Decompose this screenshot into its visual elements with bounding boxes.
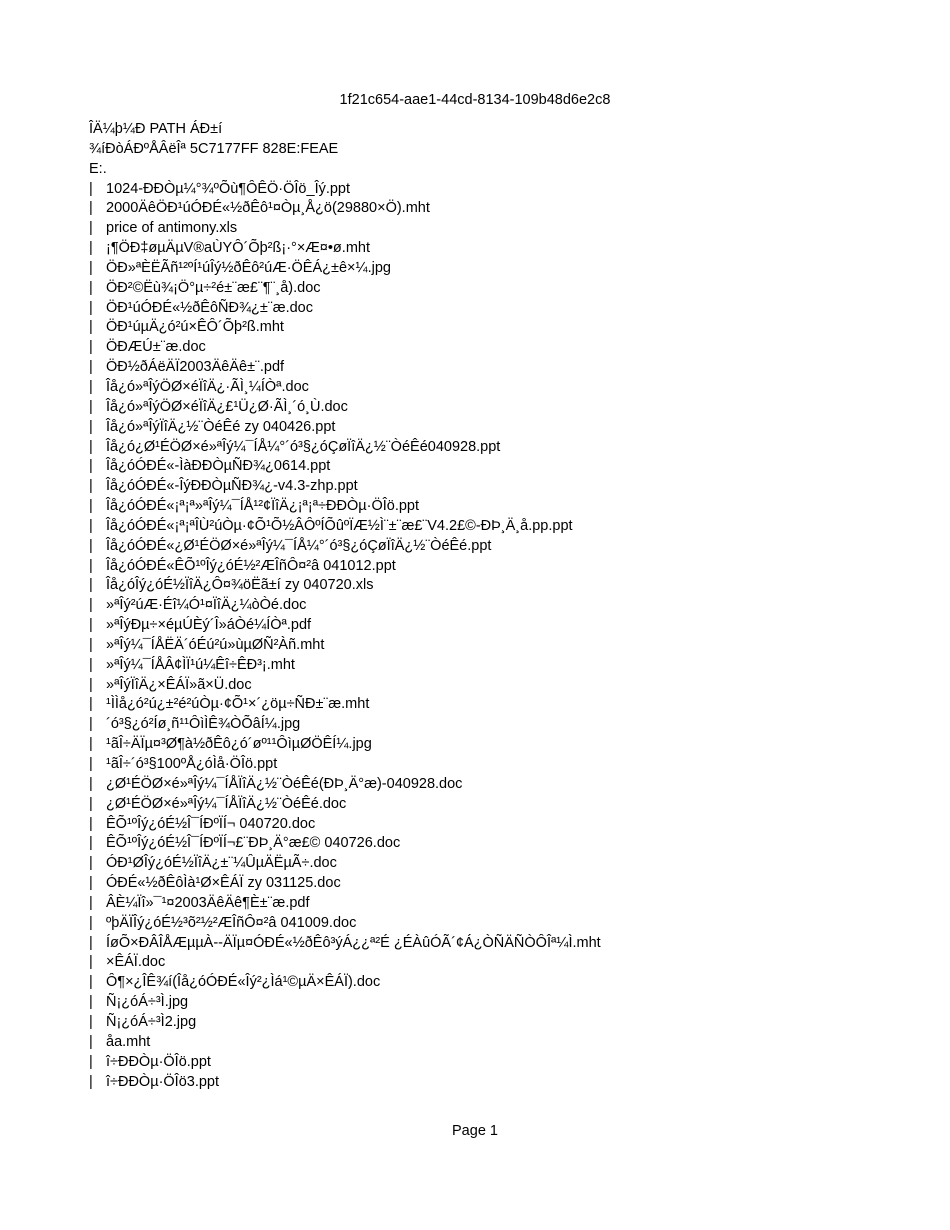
- file-name: Îå¿óÎý¿óÉ½ÏîÄ¿Ô¤¾öËã±í zy 040720.xls: [106, 577, 374, 594]
- tree-branch-glyph: |: [89, 636, 93, 653]
- file-name: ºþÄÏÎý¿óÉ½³õ²½²ÆÎñÔ¤²â 041009.doc: [106, 914, 357, 931]
- file-entry: [89, 199, 929, 219]
- file-name: ÊÕ¹ºÎý¿óÉ½Î¯ÍÐºÏÍ¬£¨ÐÞ¸Ä°æ£© 040726.doc: [106, 835, 401, 852]
- file-name: »ªÎýÐµ÷×éµÚÈý´Î»áÒé¼ÍÒª.pdf: [106, 617, 312, 634]
- tree-branch-glyph: |: [89, 914, 93, 931]
- file-name: Îå¿óÓÐÉ«¿Ø¹ÉÖØ×é»ªÎý¼¯ÍÅ¼°´ó³§¿óÇøÏîÄ¿½¨ÒéÊé.ppt: [106, 537, 492, 554]
- file-entry: [89, 1073, 929, 1093]
- tree-branch-glyph: |: [89, 835, 93, 852]
- file-entry: [89, 557, 929, 577]
- file-entry: [89, 378, 929, 398]
- tree-branch-glyph: |: [89, 1053, 93, 1070]
- file-name: ÍøÕ×ÐÂÎÅÆµµÀ--ÄÏµ¤ÓÐÉ«½ðÊô³ýÁ¿¿ª²É ¿ÉÀûÓÃ´¢Á¿ÒÑÄÑÒÔÎª¼Ì.mht: [106, 934, 601, 951]
- file-entry: [89, 180, 929, 200]
- file-list: [89, 180, 929, 1093]
- file-entry: [89, 576, 929, 596]
- file-name: Îå¿ó»ªÎýÖØ×éÏîÄ¿·ÃÌ¸¼ÍÒª.doc: [106, 378, 309, 395]
- tree-branch-glyph: |: [89, 815, 93, 832]
- file-entry: [89, 755, 929, 775]
- file-entry: [89, 1033, 929, 1053]
- tree-branch-glyph: |: [89, 319, 93, 336]
- file-name: Îå¿óÓÐÉ«-ÎýÐÐÒµÑÐ¾¿-v4.3-zhp.ppt: [106, 478, 358, 495]
- tree-branch-glyph: |: [89, 994, 93, 1011]
- file-entry: [89, 815, 929, 835]
- tree-branch-glyph: |: [89, 180, 93, 197]
- file-name: ÖÐ¹úµÄ¿ó²ú×ÊÔ´Õþ²ß.mht: [106, 319, 284, 336]
- file-name: 2000ÄêÖÐ¹úÓÐÉ«½ðÊô¹¤Òµ¸Å¿ö(29880×Ö).mht: [106, 200, 430, 217]
- file-name: Ñ¡¿óÁ÷³Ì.jpg: [106, 994, 189, 1011]
- file-name: Ñ¡¿óÁ÷³Ì2.jpg: [106, 1013, 197, 1030]
- directory-listing: [89, 120, 929, 1092]
- file-entry: [89, 834, 929, 854]
- file-name: åa.mht: [106, 1033, 151, 1050]
- file-entry: [89, 537, 929, 557]
- tree-branch-glyph: |: [89, 795, 93, 812]
- tree-branch-glyph: |: [89, 240, 93, 257]
- page-footer: [0, 1121, 950, 1141]
- file-name: ¿Ø¹ÉÖØ×é»ªÎý¼¯ÍÅÏîÄ¿½¨ÒéÊé(ÐÞ¸Ä°æ)-040928.doc: [106, 775, 463, 792]
- tree-branch-glyph: |: [89, 775, 93, 792]
- file-entry: [89, 497, 929, 517]
- tree-branch-glyph: |: [89, 517, 93, 534]
- file-entry: [89, 239, 929, 259]
- tree-branch-glyph: |: [89, 537, 93, 554]
- file-entry: [89, 854, 929, 874]
- file-entry: [89, 219, 929, 239]
- file-name: ÓÐ¹ØÎý¿óÉ½ÏîÄ¿±¨¼ÛµÄËµÃ÷.doc: [106, 855, 337, 872]
- tree-branch-glyph: |: [89, 855, 93, 872]
- tree-branch-glyph: |: [89, 954, 93, 971]
- tree-branch-glyph: |: [89, 597, 93, 614]
- tree-branch-glyph: |: [89, 974, 93, 991]
- file-entry: [89, 616, 929, 636]
- file-entry: [89, 1013, 929, 1033]
- file-name: î÷ÐÐÒµ·ÖÎö3.ppt: [106, 1073, 220, 1090]
- tree-branch-glyph: |: [89, 279, 93, 296]
- file-name: »ªÎý¼¯ÍÅÂ¢ÌÏ¹ú¼Êî÷ÊÐ³¡.mht: [106, 656, 295, 673]
- tree-branch-glyph: |: [89, 498, 93, 515]
- page-header: [0, 90, 950, 110]
- tree-branch-glyph: |: [89, 736, 93, 753]
- tree-branch-glyph: |: [89, 894, 93, 911]
- tree-branch-glyph: |: [89, 1073, 93, 1090]
- file-name: Ô¶×¿ÎÊ¾í(Îå¿óÓÐÉ«Îý²¿Ìá¹©µÄ×ÊÁÏ).doc: [106, 974, 381, 991]
- file-name: î÷ÐÐÒµ·ÖÎö.ppt: [106, 1053, 211, 1070]
- tree-branch-glyph: |: [89, 478, 93, 495]
- file-entry: [89, 874, 929, 894]
- file-name: »ªÎýÏîÄ¿×ÊÁÏ»ã×Ü.doc: [106, 676, 252, 693]
- file-name: Îå¿óÓÐÉ«-ÌàÐÐÒµÑÐ¾¿0614.ppt: [106, 458, 331, 475]
- tree-branch-glyph: |: [89, 617, 93, 634]
- tree-branch-glyph: |: [89, 220, 93, 237]
- file-name: ÖÐ»ªÈËÃñ¹²ºÍ¹úÎý½ðÊô²úÆ·ÖÊÁ¿±ê×¼.jpg: [106, 259, 391, 276]
- file-name: 1024-ÐÐÒµ¼°¾ºÕù¶ÔÊÖ·ÖÎö_Îý.ppt: [106, 180, 351, 197]
- file-name: »ªÎý¼¯ÍÅËÄ´óÉú²ú»ùµØÑ²Àñ.mht: [106, 636, 325, 653]
- tree-branch-glyph: |: [89, 378, 93, 395]
- file-name: ÖÐ²©Ëù¾¡Ö°µ÷²é±¨æ£¨¶¨¸å).doc: [106, 279, 321, 296]
- tree-branch-glyph: |: [89, 716, 93, 733]
- file-entry: [89, 299, 929, 319]
- tree-branch-glyph: |: [89, 557, 93, 574]
- tree-branch-glyph: |: [89, 696, 93, 713]
- tree-branch-glyph: |: [89, 259, 93, 276]
- tree-branch-glyph: |: [89, 1013, 93, 1030]
- file-entry: [89, 953, 929, 973]
- file-name: ÖÐÆÚ±¨æ.doc: [106, 339, 206, 356]
- file-entry: [89, 775, 929, 795]
- file-entry: [89, 795, 929, 815]
- file-entry: [89, 457, 929, 477]
- tree-branch-glyph: |: [89, 656, 93, 673]
- file-name: Îå¿ó»ªÎýÖØ×éÏîÄ¿£¹Ü¿Ø·ÃÌ¸´ó¸Ù.doc: [106, 398, 348, 415]
- file-entry: [89, 596, 929, 616]
- file-entry: [89, 259, 929, 279]
- tree-branch-glyph: |: [89, 200, 93, 217]
- file-name: ×ÊÁÏ.doc: [106, 954, 166, 971]
- file-name: ´ó³§¿ó²Íø¸ñ¹¹ÔìÌÊ¾ÒÕâÍ¼.jpg: [106, 716, 301, 733]
- tree-branch-glyph: |: [89, 418, 93, 435]
- tree-branch-glyph: |: [89, 676, 93, 693]
- tree-branch-glyph: |: [89, 438, 93, 455]
- file-name: Îå¿óÓÐÉ«¡ª¡ª»ªÎý¼¯ÍÅ¹²¢ÏîÄ¿¡ª¡ª÷ÐÐÒµ·ÖÎö.ppt: [106, 498, 420, 515]
- file-name: Îå¿ó»ªÎýÏîÄ¿½¨ÒéÊé zy 040426.ppt: [106, 418, 336, 435]
- tree-branch-glyph: |: [89, 398, 93, 415]
- file-entry: [89, 358, 929, 378]
- file-name: ÖÐ½ðÁëÄÏ2003ÄêÄê±¨.pdf: [106, 359, 285, 376]
- file-entry: [89, 438, 929, 458]
- file-entry: [89, 279, 929, 299]
- file-name: ¹ÌÌå¿ó²ú¿±²é²úÒµ·¢Õ¹×´¿öµ÷ÑÐ±¨æ.mht: [106, 696, 370, 713]
- file-entry: [89, 973, 929, 993]
- volume-serial-line: ¾íÐòÁÐºÅÂëÎª 5C7177FF 828E:FEAE: [89, 140, 339, 157]
- file-name: ¡¶ÖÐ‡øµÄµV®aÙYÔ´Õþ²ß¡·°×Æ¤•ø.mht: [106, 240, 370, 257]
- file-entry: [89, 993, 929, 1013]
- file-name: ¹ãÎ÷ÄÏµ¤³Ø¶à½ðÊô¿ó´øº¹¹ÔìµØÖÊÍ¼.jpg: [106, 736, 372, 753]
- tree-branch-glyph: |: [89, 339, 93, 356]
- file-entry: [89, 398, 929, 418]
- file-name: price of antimony.xls: [106, 220, 238, 237]
- tree-branch-glyph: |: [89, 1033, 93, 1050]
- tree-branch-glyph: |: [89, 458, 93, 475]
- file-entry: [89, 477, 929, 497]
- file-entry: [89, 318, 929, 338]
- page-number: Page 1: [452, 1123, 498, 1139]
- file-entry: [89, 894, 929, 914]
- file-entry: [89, 735, 929, 755]
- file-entry: [89, 656, 929, 676]
- file-name: Îå¿óÓÐÉ«ÊÕ¹ºÎý¿óÉ½²ÆÎñÔ¤²â 041012.ppt: [106, 557, 396, 574]
- file-entry: [89, 934, 929, 954]
- file-entry: [89, 517, 929, 537]
- file-entry: [89, 676, 929, 696]
- listing-title: ÎÄ¼þ¼Ð PATH ÁÐ±í: [89, 121, 223, 137]
- file-entry: [89, 695, 929, 715]
- file-entry: [89, 338, 929, 358]
- file-name: ÓÐÉ«½ðÊôÌà¹Ø×ÊÁÏ zy 031125.doc: [106, 875, 341, 892]
- tree-branch-glyph: |: [89, 875, 93, 892]
- tree-branch-glyph: |: [89, 359, 93, 376]
- document-id: 1f21c654-aae1-44cd-8134-109b48d6e2c8: [339, 92, 611, 108]
- file-entry: [89, 418, 929, 438]
- file-name: Îå¿óÓÐÉ«¡ª¡ªÎÙ²úÒµ·¢Õ¹Õ½ÂÔºÍÕûºÏÆ½Ì¨±¨æ£¨V4.2£©-ÐÞ¸Ä¸å.pp.ppt: [106, 517, 573, 534]
- tree-branch-glyph: |: [89, 756, 93, 772]
- tree-branch-glyph: |: [89, 934, 93, 951]
- file-entry: [89, 1053, 929, 1073]
- file-entry: [89, 914, 929, 934]
- file-entry: [89, 715, 929, 735]
- file-name: ÖÐ¹úÓÐÉ«½ðÊôÑÐ¾¿±¨æ.doc: [106, 299, 314, 316]
- tree-branch-glyph: |: [89, 577, 93, 594]
- file-name: ¿Ø¹ÉÖØ×é»ªÎý¼¯ÍÅÏîÄ¿½¨ÒéÊé.doc: [106, 795, 347, 812]
- file-entry: [89, 636, 929, 656]
- file-name: ÂÈ¼Ïî»¯¹¤2003ÄêÄê¶È±¨æ.pdf: [106, 894, 310, 911]
- file-name: ÊÕ¹ºÎý¿óÉ½Î¯ÍÐºÏÍ¬ 040720.doc: [106, 815, 316, 832]
- drive-root-line: E:.: [89, 160, 107, 177]
- file-name: ¹ãÎ÷´ó³§100ºÅ¿óÌå·ÖÎö.ppt: [106, 756, 278, 772]
- tree-branch-glyph: |: [89, 299, 93, 316]
- file-name: »ªÎý²úÆ·Éî¼Ó¹¤ÏîÄ¿¼òÒé.doc: [106, 597, 307, 614]
- file-name: Îå¿ó¿Ø¹ÉÖØ×é»ªÎý¼¯ÍÅ¼°´ó³§¿óÇøÏîÄ¿½¨ÒéÊé040928.ppt: [106, 438, 501, 455]
